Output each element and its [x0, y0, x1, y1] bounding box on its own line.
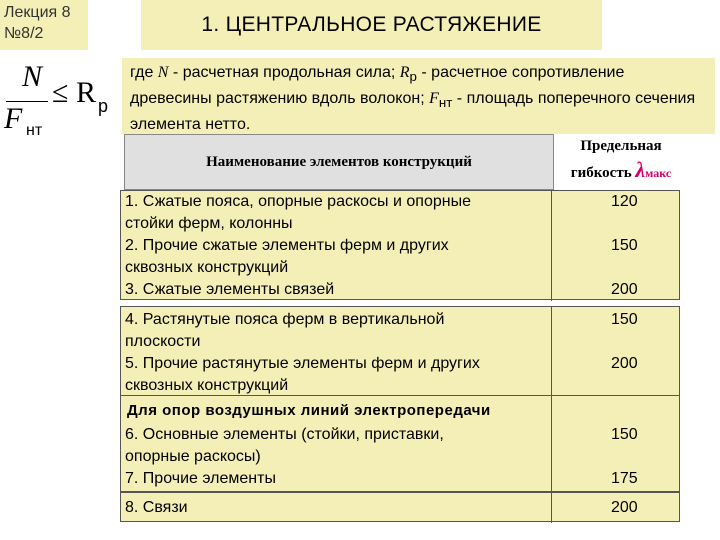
table-row: [125, 279, 334, 301]
formula-denominator: F: [4, 102, 23, 135]
formula: [0, 58, 120, 148]
header-limit-slenderness: [564, 134, 678, 190]
table-row: [125, 235, 449, 279]
row-line: стойки ферм, колонны: [125, 215, 293, 232]
formula-relation-sub: р: [98, 96, 109, 116]
header-element-name: Наименование элементов конструкций: [124, 134, 554, 190]
desc-symbol-n: N: [157, 64, 169, 81]
column-divider: [551, 307, 552, 397]
table-row: [125, 497, 188, 519]
section-subheading: Для опор воздушных линий электропередачи: [127, 402, 491, 419]
row-value: 200: [611, 281, 638, 298]
table-section: [120, 190, 680, 300]
row-line: опорные раскосы): [125, 448, 261, 465]
row-line: 3. Сжатые элементы связей: [125, 281, 335, 298]
table-row: [125, 191, 471, 235]
header-value-line2: гибкость: [570, 165, 636, 181]
column-divider: [551, 493, 552, 523]
table-row: [125, 353, 480, 397]
formula-denominator-sub: нт: [26, 122, 43, 139]
formula-numerator: N: [22, 60, 43, 93]
lecture-label-line1: Лекция 8: [4, 4, 71, 21]
desc-text: - расчетное сопротивление древесины растяжению вдоль волокон;: [130, 64, 625, 108]
header-value-line1: Предельная: [580, 138, 662, 154]
row-line: 2. Прочие сжатые элементы ферм и других: [125, 237, 449, 254]
table-row: [125, 468, 276, 490]
row-line: 4. Растянутые пояса ферм в вертикальной: [125, 311, 445, 328]
table-section: [120, 396, 680, 492]
page-title: 1. ЦЕНТРАЛЬНОЕ РАСТЯЖЕНИЕ: [141, 0, 602, 50]
desc-text: где: [130, 64, 158, 81]
desc-text: - расчетная продольная сила;: [168, 64, 400, 81]
lecture-label: [0, 0, 88, 50]
lecture-label-line2: №8/2: [4, 25, 44, 42]
formula-description: [122, 58, 715, 134]
table-section: [120, 306, 680, 396]
row-line: плоскости: [125, 333, 201, 350]
row-value: 175: [611, 470, 638, 487]
lambda-symbol: λ: [635, 157, 646, 182]
desc-symbol-r-sub: р: [409, 69, 417, 85]
column-divider: [551, 396, 552, 492]
slenderness-table: [120, 134, 680, 522]
table-section: [120, 492, 680, 522]
desc-symbol-f: F: [429, 90, 439, 108]
row-value: 150: [611, 237, 638, 254]
row-line: 7. Прочие элементы: [125, 470, 276, 487]
row-line: 1. Сжатые пояса, опорные раскосы и опорные: [125, 193, 471, 210]
row-line: сквозных конструкций: [125, 259, 289, 276]
row-value: 200: [611, 355, 638, 372]
row-line: 6. Основные элементы (стойки, приставки,: [125, 426, 444, 443]
table-row: [125, 309, 444, 353]
desc-symbol-f-sub: нт: [438, 95, 453, 111]
row-value: 150: [611, 311, 638, 328]
row-value: 120: [611, 193, 638, 210]
table-row: [125, 424, 444, 468]
row-value: 200: [611, 499, 638, 516]
row-line: 5. Прочие растянутые элементы ферм и других: [125, 355, 480, 372]
row-value: 150: [611, 426, 638, 443]
formula-relation: ≤ R: [52, 76, 96, 109]
row-line: сквозных конструкций: [125, 377, 289, 394]
lambda-subscript: макс: [645, 166, 672, 180]
row-line: 8. Связи: [125, 499, 188, 516]
desc-symbol-r: R: [399, 64, 410, 81]
desc-text: - площадь поперечного сечения элемента нетто.: [130, 90, 696, 134]
column-divider: [551, 191, 552, 301]
